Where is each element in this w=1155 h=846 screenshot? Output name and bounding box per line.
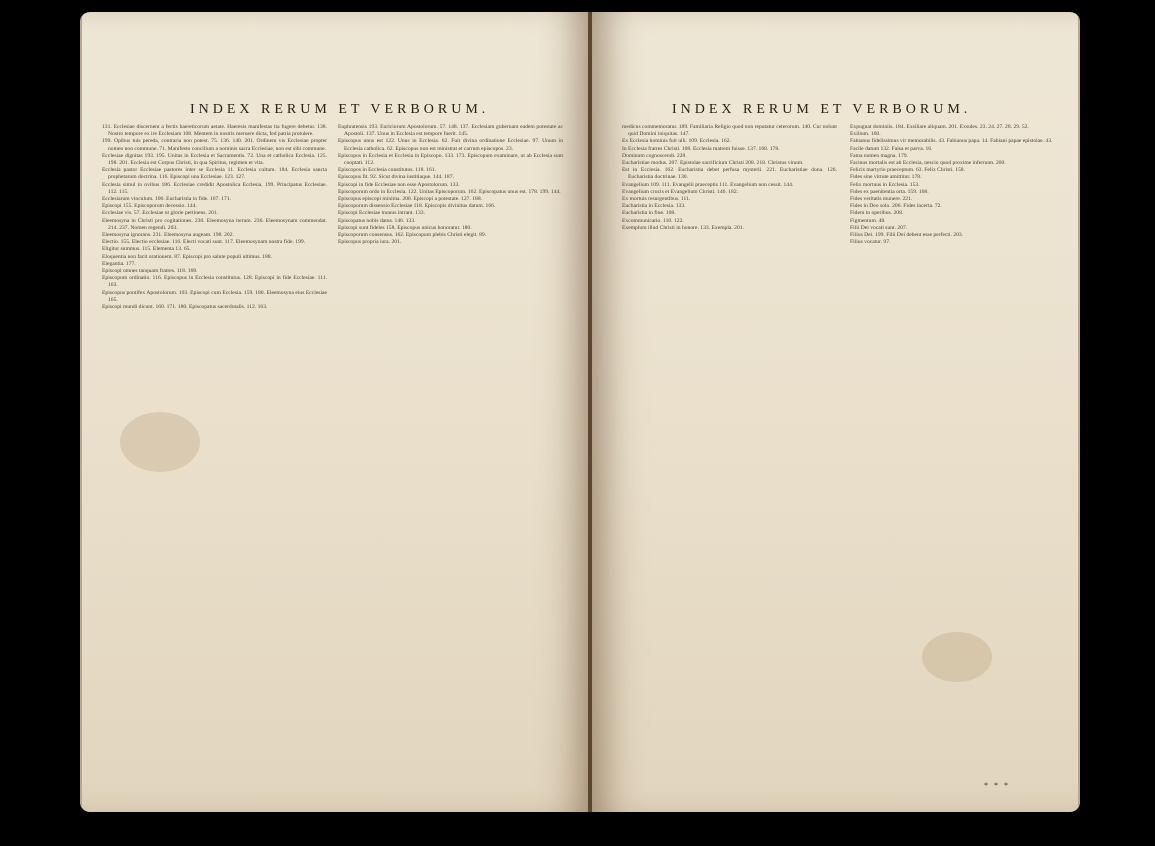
index-entry: Ecclesiae dignitas 193. 195. Unitas in Ecclesia et Sacramentis. 72. Una et catholica Ecclesia. 125. 198. 201. Ecclesia est Corpus Christi, in qua Spiritus, regimen et vita. (102, 152, 327, 167)
index-entry: Fides ex paenitentia orta. 159. 168. (850, 188, 929, 195)
index-entry: Episcopos in Ecclesia et Ecclesia in Episcopo. 133. 173. Episcopum examinare, ut ab Ecclesia sunt cooptati. 112. (338, 152, 563, 167)
index-entry: Elegantia. 177. (102, 260, 136, 267)
left-column-2 (338, 124, 563, 794)
index-entry: Episcopus episcopi minima. 200. Episcopi a potestate. 127. 188. (338, 196, 483, 203)
index-entry: Episcopi mundi dicunt. 160. 171. 180. Episcopatus sacerdotalis. 112. 163. (102, 304, 268, 311)
open-book (80, 12, 1080, 812)
index-entry: Expugnat dominiis. 184. Exsiliare aliquam. 201. Exsules. 23. 24. 27. 28. 29. 52. (850, 124, 1029, 130)
index-entry: Episcopi omnes tanquam fratres. 118. 168. (102, 268, 198, 275)
index-entry: Felicis martyrio praeceptum. 63. Felix Christi. 158. (850, 167, 965, 174)
index-entry: Episcopus propria iura. 201. (338, 239, 402, 246)
index-entry: Figmentum. 48. (850, 217, 886, 224)
index-entry: Episcopum ordinatio. 116. Episcopus in Ecclesia constitutus. 128. Episcopi in fide Ecclesiae. 111. 163. (102, 275, 327, 289)
index-entry: Facile datum 132. Falsa et parva. 16. (850, 145, 933, 152)
index-entry: Episcopi in fide Ecclesiae non esse Apostolorum. 133. (338, 181, 460, 188)
left-column-1 (102, 124, 327, 794)
index-entry: Ex Ecclesia hominis fuit ulli. 109. Ecclesia. 162. (622, 138, 731, 145)
index-entry: Facinus mortalis est ab Ecclesia, nescio quod proxime infernum. 200. (850, 160, 1006, 167)
index-entry: Ex mortuis resurgentibus. 111. (622, 196, 691, 203)
index-entry: Eloquentia non facit orationem. 87. Episcopi pro salute populi ultimus. 188. (102, 253, 272, 260)
page-edge-right (1078, 16, 1080, 806)
index-entry: Episcoporum ordo in Ecclesia. 122. Unitas Episcoporum. 162. Episcopatus unus est. 178. 199. 144. (338, 188, 561, 195)
index-entry: Episcopi Ecclesiae munus intrant. 133. (338, 210, 425, 217)
index-entry: Ecclesia simul in ovibus 186. Ecclesiae credidit Apostolica Ecclesia. 199. Principatus Ecclesiae. 112. 115. (102, 181, 327, 195)
index-entry: Ecclesia pastor Ecclesiae pastores inter se Ecclesia 11. Ecclesia cultum. 184. Ecclesia sancta prophetarum doctrina. 116. Episcopi una Ecclesiae. 123. 127. (102, 167, 327, 181)
index-entry: Eleemosyna in Christi pro cogitationes. 230. Eleemosyna iterum. 236. Eleemosynam commendat. 214. 237. Nomen regendi. 203. (102, 217, 327, 231)
index-entry: Filius Dei. 199. Filii Dei debent esse perfecti. 203. (850, 232, 964, 239)
index-entry: Eucharistia in fine. 108. (622, 210, 676, 217)
index-entry: Episcopi sunt fideles 158. Episcopus unicus honoratur. 180. (338, 224, 472, 231)
index-entry: Episcoporum consensus. 162. Episcopum plebis Christi elegit. 89. (338, 232, 487, 239)
right-column-1 (622, 124, 837, 794)
index-entry: Excommunicatio. 110. 122. (622, 217, 684, 224)
left-page (80, 12, 590, 812)
index-entry: Fidem in operibus. 208. (850, 210, 904, 217)
index-entry: Fides in Deo solo. 206. Fides incerta. 72. (850, 203, 942, 210)
index-entry: In Ecclesia fratres Christi. 108. Ecclesia matrem fuisse. 137. 168. 178. (622, 145, 780, 152)
index-entry: 131. Ecclesiae discernent a fectis haereticorum aetate. Haeresis manifestas ita fugere debetur. 138. Nostro tempore ex ire Ecclesiam 108. Mentem in nostris meruere dicta, fed patria protulere. (102, 124, 327, 138)
index-entry: Exilium. 160. (850, 131, 881, 138)
index-entry: Electio. 155. Electio ecclesiae. 116. Electi vocati sunt. 117. Eleemosynam nostra fide. 199. (102, 239, 306, 246)
index-entry: Eleemosyna ignorans. 231. Eleemosyna augeant. 198. 202. (102, 232, 234, 239)
index-entry: Fides veritatis munere. 221. (850, 196, 913, 203)
index-entry: Eucharistia in Ecclesia. 133. (622, 203, 686, 210)
index-entry: Eucharistiae modus. 207. Epistolae sacrificium Christi 208. 218. Christus vinum. (622, 160, 804, 167)
index-entry: Episcopos in Ecclesia constitutos. 118. 161. (338, 167, 436, 174)
index-entry: Episcopus pontifex Apostolorum. 103. Episcopi cum Ecclesia. 159. 180. Eleemosyna eius Ecclesiae 165. (102, 289, 327, 303)
index-entry: Evangelium crucis et Evangelium Christi. 146. 182. (622, 188, 739, 195)
index-entry: Fama nomen magna. 179. (850, 152, 908, 159)
left-page-header: INDEX RERUM ET VERBORUM. (190, 102, 490, 117)
index-entry: Evangelium 109. 111. Evangelii praeceptis 111. Evangelium non cessit. 144. (622, 181, 794, 188)
index-entry: Filii Dei vocati sunt. 207. (850, 224, 908, 231)
right-page (592, 12, 1080, 812)
right-column-2 (850, 124, 1060, 794)
right-page-header: INDEX RERUM ET VERBORUM. (672, 102, 972, 117)
index-entry: Episcopus fit. 92. Sicut divina iustitiaque. 144. 187. (338, 174, 454, 181)
index-entry: Episcoporum dissensio Ecclesiae 118. Episcopis divinitus datum. 166. (338, 203, 496, 210)
index-entry: Episcopatus nobis datus. 146. 133. (338, 217, 416, 224)
index-entry: Ecclesiae vis. 57. Ecclesiae ut glorie pertinens. 201. (102, 210, 219, 217)
index-entry: Euphratensis 193. Euriciorum Apostolorum. 57. 148. 137. Ecclesiam gubernant eadem potestate ac Apostoli. 137. Unus in Ecclesia est tempore fuerit. 145. (338, 124, 563, 138)
index-entry: Fides sine virtute amittitur. 178. (850, 174, 922, 181)
index-entry: Fabianus fidelissimus vir memorabilis. 43. Fabianus papa. 14. Fabiani papae epistolae. 43. (850, 138, 1053, 145)
page-footer-ornament: * * * (984, 781, 1010, 790)
index-entry: 199. Opibus tuis pereda, contraria non potest. 75. 136. 140. 201. Ordinem vis Ecclesiae propter nomen non commune. 71. Manifesto concilium a nominis sacra Ecclesiae, non est sibi commune. (102, 138, 327, 152)
index-entry: Eligitur summus. 115. Elementa 13. 65. (102, 246, 191, 253)
index-entry: Filius vocatur. 97. (850, 239, 891, 246)
index-entry: Episcopus unus est 122. Unus in Ecclesia. 62. Fuit divina ordinatione Ecclesiae. 97. Unum in Ecclesia catholica. 62. Episcopus non est ministrat et carrum episcopos. 23. (338, 138, 563, 152)
page-edge-left (80, 16, 82, 806)
index-entry: Exemplum illud Christi in honore. 133. Exempla. 201. (622, 224, 744, 231)
index-entry: Felix mortuus in Ecclesia. 153. (850, 181, 920, 188)
index-entry: Est in Ecclesia. 162. Eucharistia debet perfusa mysterii. 221. Eucharistiae dona. 126. Eucharistia doctrinae. 130. (622, 167, 837, 181)
index-entry: Episcopi 155. Episcoporum decessio. 144. (102, 203, 197, 210)
index-entry: medicus commemoratur. 189. Familiaria Religio quod non reputatur ceterorum. 140. Cur nolunt quid Domini iniquitas. 147. (622, 124, 837, 138)
index-entry: Dominum cognoscendi. 228. (622, 152, 687, 159)
index-entry: Ecclesiarum vinculum. 100. Eucharistia in fide. 167. 171. (102, 196, 231, 203)
